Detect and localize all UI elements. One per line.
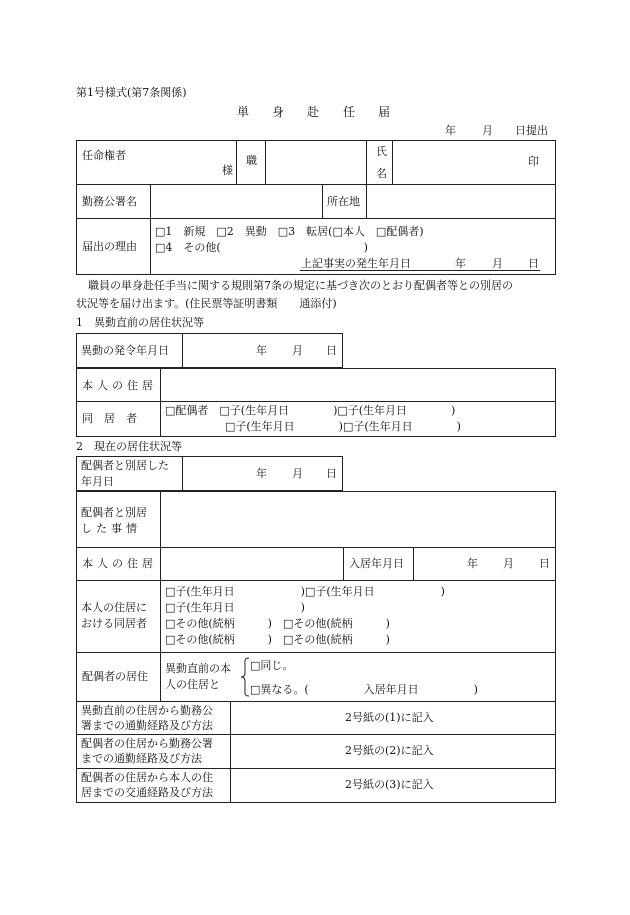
move-in-date-label: 入居年月日 (349, 557, 404, 570)
spouse-residence-label: 配偶者の居住 (82, 670, 148, 683)
separation-date-label-2: 年月日 (81, 475, 114, 488)
submit-year-label: 年 (445, 124, 456, 137)
separation-month: 月 (292, 467, 303, 480)
office-label: 勤務公署名 (82, 195, 137, 208)
separation-reason-field[interactable] (163, 493, 553, 545)
appointer-label: 任命権者 (82, 149, 126, 162)
transfer-month: 月 (292, 344, 303, 357)
location-label: 所在地 (327, 195, 360, 208)
transfer-date-label: 異動の発令年月日 (81, 344, 169, 357)
occurrence-month: 月 (492, 257, 503, 270)
reason-label: 届出の理由 (82, 240, 137, 253)
name-label-1: 氏 (376, 145, 387, 158)
before-residence-label-2: 人の住居と (165, 678, 220, 691)
position-label: 職 (246, 154, 257, 167)
title-char: 届 (378, 105, 391, 119)
prior-residence-field[interactable] (163, 370, 553, 399)
current-residence-label: 本人の住居 (82, 557, 157, 570)
current-cohabitant-label-2: おける同居者 (81, 617, 147, 630)
current-cohabitant-options-2[interactable]: □子(生年月日 ) (165, 601, 305, 614)
reason-options-1[interactable]: □1 新規 □2 異動 □3 転居(□本人 □配偶者) (155, 225, 424, 238)
appointer-name-field[interactable] (152, 142, 212, 162)
transfer-year: 年 (256, 344, 267, 357)
intro-line-2: 状況等を届け出ます。(住民票等証明書類 通添付) (76, 297, 337, 310)
name-label-2: 名 (376, 167, 387, 180)
route-1-value: 2号紙の(1)に記入 (345, 711, 434, 724)
separation-reason-label-1: 配偶者と別居 (81, 506, 147, 519)
cohabitant-options-2[interactable]: □子(生年月日 )□子(生年月日 ) (225, 420, 461, 433)
route-2-label-2: までの通勤経路及び方法 (81, 752, 202, 765)
same-option[interactable]: □同じ。 (250, 659, 294, 672)
current-cohabitant-options-3[interactable]: □その他(続柄 ) □その他(続柄 ) (165, 617, 390, 630)
route-3-label-1: 配偶者の住居から本人の住 (81, 771, 213, 784)
title-char: 単 (237, 105, 250, 119)
position-field[interactable] (268, 142, 364, 182)
section-1-heading: 1 異動直前の居住状況等 (76, 316, 204, 329)
cohabitant-label: 同 居 者 (82, 412, 137, 425)
separation-date-label-1: 配偶者と別居した (81, 459, 169, 472)
occurrence-year: 年 (455, 257, 466, 270)
route-1-label-2: 署までの通勤経路及び方法 (81, 719, 213, 732)
before-residence-label-1: 異動直前の本 (165, 662, 231, 675)
prior-residence-label: 本人の住居 (82, 379, 157, 392)
section-2-heading: 2 現在の居住状況等 (76, 440, 182, 453)
separation-year: 年 (256, 467, 267, 480)
title-char: 任 (343, 105, 356, 119)
current-residence-field[interactable] (163, 549, 341, 578)
brace-icon (240, 657, 250, 697)
route-3-label-2: 居までの交通経路及び方法 (81, 786, 213, 799)
separation-day: 日 (326, 467, 337, 480)
different-option[interactable]: □異なる。( 入居年月日 ) (250, 683, 478, 696)
intro-line-1: 職員の単身赴任手当に関する規則第7条の規定に基づき次のとおり配偶者等との別居の (88, 279, 513, 292)
current-cohabitant-label-1: 本人の住居に (81, 601, 147, 614)
title-char: 身 (272, 105, 285, 119)
cohabitant-options-1[interactable]: □配偶者 □子(生年月日 )□子(生年月日 ) (165, 404, 456, 417)
route-1-label-1: 異動直前の住居から勤務公 (81, 704, 213, 717)
submit-month-label: 月 (482, 124, 493, 137)
route-2-value: 2号紙の(2)に記入 (345, 744, 434, 757)
location-field[interactable] (369, 186, 553, 216)
title-char: 赴 (307, 105, 320, 119)
sama-label: 様 (222, 164, 233, 177)
occurrence-label: 上記事実の発生年月日 (301, 257, 411, 270)
occurrence-day: 日 (528, 257, 539, 270)
submit-day-label: 日提出 (515, 124, 548, 137)
move-in-month: 月 (503, 557, 514, 570)
move-in-day: 日 (539, 557, 550, 570)
route-3-value: 2号紙の(3)に記入 (345, 778, 434, 791)
current-cohabitant-options-4[interactable]: □その他(続柄 ) □その他(続柄 ) (165, 633, 390, 646)
separation-reason-label-2: した事情 (81, 522, 141, 535)
office-name-field[interactable] (153, 186, 319, 216)
transfer-day: 日 (326, 344, 337, 357)
reason-options-2[interactable]: □4 その他( ) (155, 241, 368, 254)
route-2-label-1: 配偶者の住居から勤務公署 (81, 737, 213, 750)
form-number: 第1号様式(第7条関係) (76, 86, 187, 99)
current-cohabitant-options-1[interactable]: □子(生年月日 )□子(生年月日 ) (165, 585, 445, 598)
move-in-year: 年 (467, 557, 478, 570)
seal-mark: 印 (528, 155, 539, 168)
name-field[interactable] (395, 142, 515, 182)
